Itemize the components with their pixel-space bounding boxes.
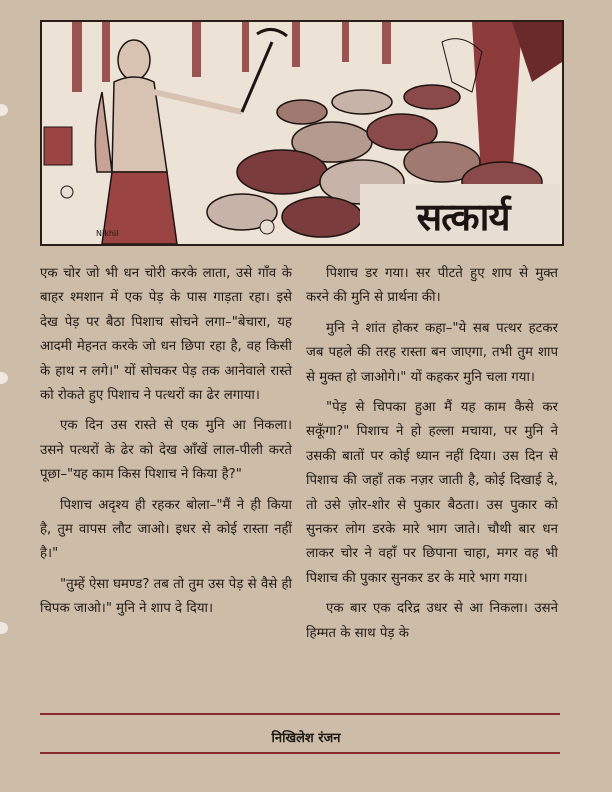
author-name: निखिलेश रंजन <box>271 731 341 746</box>
right-column <box>306 262 558 652</box>
binding-hole <box>0 104 8 116</box>
left-column <box>40 262 292 628</box>
story-title: सत्कार्य <box>416 194 510 239</box>
binding-hole <box>0 372 8 384</box>
paragraph: एक दिन उस रास्ते से एक मुनि आ निकला। उसने पत्थरों के ढेर को देख आँखें लाल-पीली करते पूछा–"यह काम किस पिशाच ने किया है?" <box>40 418 292 483</box>
paragraph: पिशाच अदृश्य ही रहकर बोला–"मैं ने ही किया है, तुम वापस लौट जाओ। इधर से कोई रास्ता नहीं है।" <box>40 497 292 562</box>
paragraph: "पेड़ से चिपका हुआ मैं यह काम कैसे कर सकूँगा?" पिशाच ने हो हल्ला मचाया, पर मुनि ने उसकी बातों पर कोई ध्यान नहीं दिया। उस दिन से पिशाच की जहाँ तक नज़र जाती है, कोई दिखाई दे, तो उसे ज़ोर-शोर से पुकार बैठता। उस पुकार को सुनकर लोग डरके मारे भाग जाते। चौथी बार धन लाकर चोर ने वहाँ पर छिपाना चाहा, मगर वह भी पिशाच की पुकार सुनकर डर के मारे भाग गया। <box>306 400 558 586</box>
paragraph: मुनि ने शांत होकर कहा–"ये सब पत्थर हटकर जब पहले की तरह रास्ता बन जाएगा, तभी तुम शाप से मुक्त हो जाओगे।" यों कहकर मुनि चला गया। <box>306 320 558 385</box>
paragraph: एक बार एक दरिद्र उधर से आ निकला। उसने हिम्मत के साथ पेड़ के <box>306 601 558 641</box>
paragraph: "तुम्हें ऐसा घमण्ड? तब तो तुम उस पेड़ से वैसे ही चिपक जाओ।" मुनि ने शाप दे दिया। <box>40 576 292 617</box>
binding-hole <box>0 622 8 634</box>
paragraph: एक चोर जो भी धन चोरी करके लाता, उसे गाँव के बाहर श्मशान में एक पेड़ के पास गाड़ता रहा। इसे देख पेड़ पर बैठा पिशाच सोचने लगा–"बेचारा, यह आदमी मेहनत करके जो धन छिपा रहा है, वह किसी के हाथ न लगे।" यों सोचकर पेड़ तक आनेवाले रास्ते को रोकते हुए पिशाच ने पत्थरों का ढेर लगाया। <box>40 266 292 404</box>
artist-signature: Nikhil <box>96 229 119 238</box>
paragraph: पिशाच डर गया। सर पीटते हुए शाप से मुक्त करने की मुनि से प्रार्थना की। <box>306 266 558 306</box>
divider-bottom <box>40 752 560 754</box>
divider-top <box>40 713 560 715</box>
